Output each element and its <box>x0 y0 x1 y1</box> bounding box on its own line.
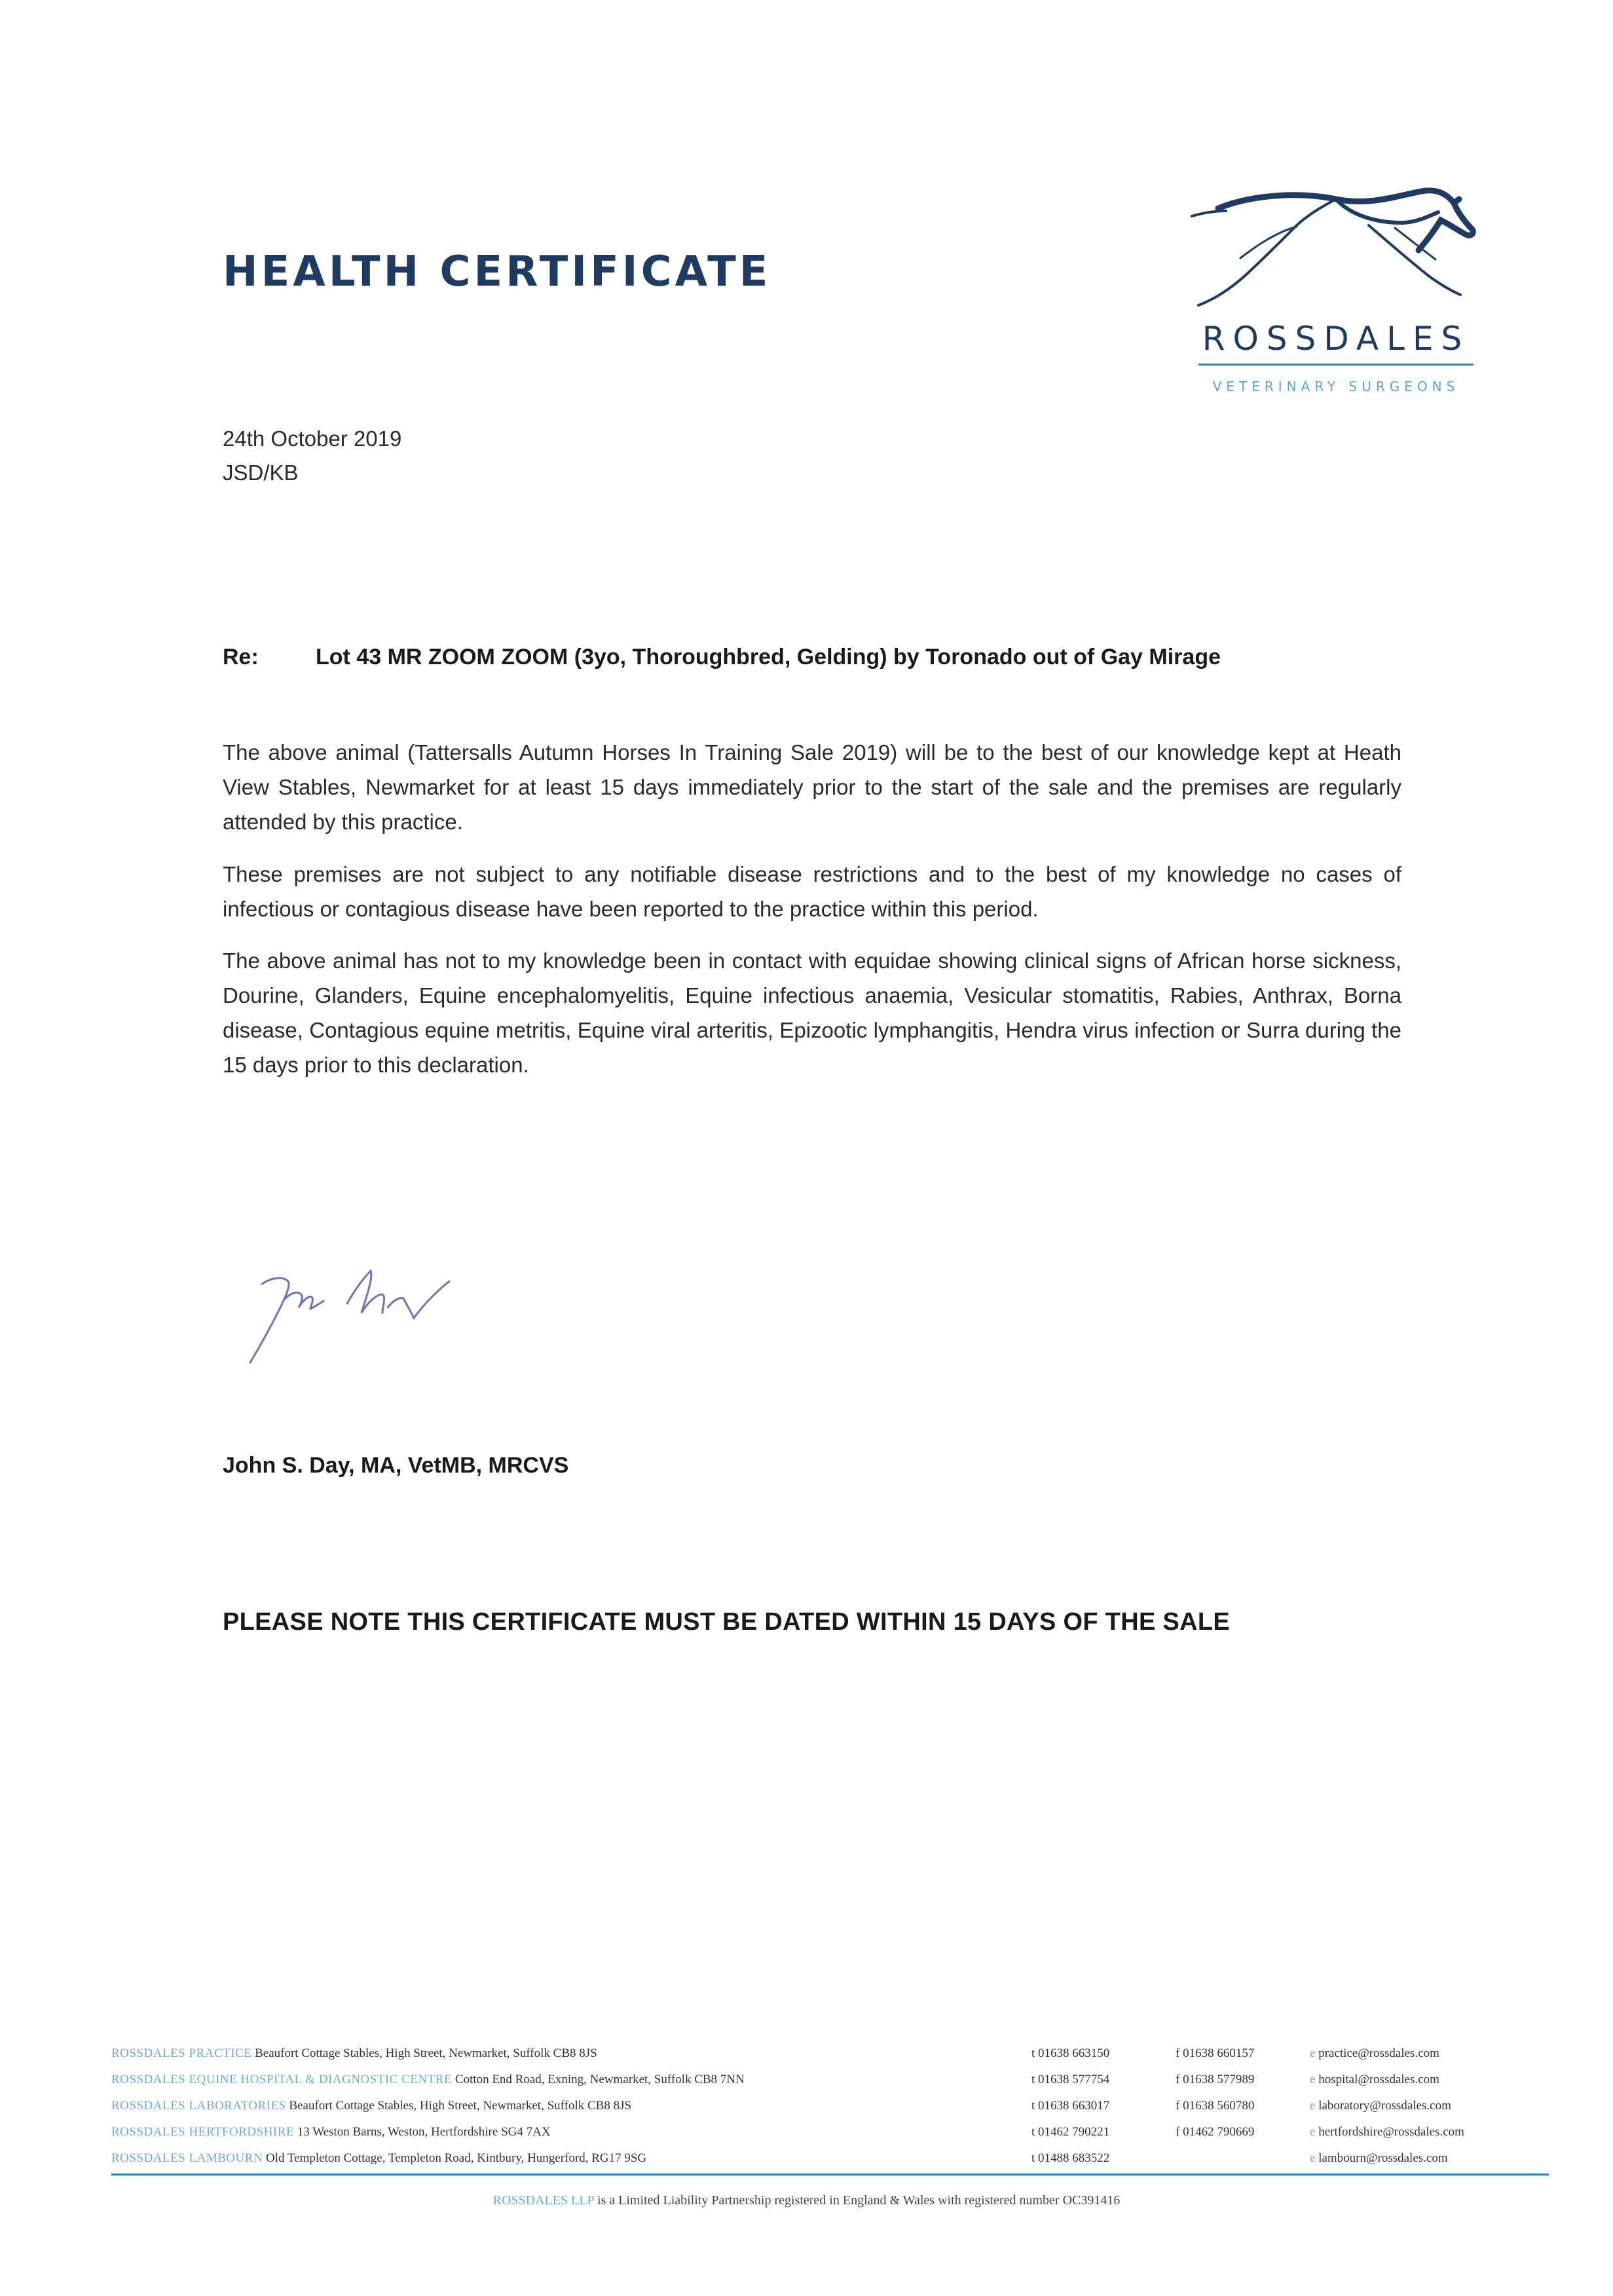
date-notice: PLEASE NOTE THIS CERTIFICATE MUST BE DATED WITHIN 15 DAYS OF THE SALE <box>223 1608 1230 1636</box>
letter-date: 24th October 2019 <box>223 426 402 451</box>
handwritten-signature <box>242 1258 478 1376</box>
footer-row-laboratories <box>111 2099 1451 2118</box>
office-tel: t 01638 663150 <box>1031 2046 1110 2060</box>
paragraph-premises: These premises are not subject to any notifiable disease restrictions and to the best of my knowledge no cases of infectious or contagious disease have been reported to the practice within this period. <box>223 862 1401 921</box>
office-name: ROSSDALES LAMBOURN <box>111 2151 263 2165</box>
office-address: Old Templeton Cottage, Templeton Road, Kintbury, Hungerford, RG17 9SG <box>265 2151 647 2165</box>
letter-reference: JSD/KB <box>223 461 299 485</box>
footer-divider <box>111 2174 1549 2175</box>
office-email[interactable] <box>1310 2125 1464 2139</box>
office-name: ROSSDALES HERTFORDSHIRE <box>111 2125 295 2139</box>
office-fax: f 01638 560780 <box>1176 2099 1255 2113</box>
brand-name: ROSSDALES <box>1202 320 1470 358</box>
email-address: laboratory@rossdales.com <box>1318 2099 1451 2113</box>
signer-name: John S. Day, MA, VetMB, MRCVS <box>223 1453 569 1478</box>
office-tel: t 01462 790221 <box>1031 2125 1110 2139</box>
office-address: 13 Weston Barns, Weston, Hertfordshire SG4 7AX <box>297 2125 551 2139</box>
paragraph-disease-contact: The above animal has not to my knowledge been in contact with equidae showing clinical signs of African horse sickness, Dourine, Glanders, Equine encephalomyelitis, Equine infectious anaemia, Vesicular stomatitis, Rabies, Anthrax, Borna disease, Contagious equine metritis, Equine viral arteritis, Epizootic lymphangitis, Hendra virus infection or Surra during the 15 days prior to this declaration. <box>223 949 1401 1077</box>
email-prefix: e <box>1310 2099 1316 2113</box>
subject-label: Re: <box>223 645 259 669</box>
email-prefix: e <box>1310 2125 1316 2139</box>
office-address: Cotton End Road, Exning, Newmarket, Suffolk CB8 7NN <box>454 2073 745 2086</box>
office-email[interactable] <box>1310 2151 1448 2166</box>
footer-row-lambourn <box>111 2151 1448 2171</box>
office-email[interactable] <box>1310 2073 1439 2087</box>
letter-meta <box>223 422 401 490</box>
horse-icon <box>1179 177 1493 314</box>
legal-notice <box>0 2193 1613 2208</box>
email-address: hertfordshire@rossdales.com <box>1318 2125 1464 2139</box>
legal-text: is a Limited Liability Partnership registered in England & Wales with registered number OC391416 <box>597 2193 1121 2208</box>
email-address: lambourn@rossdales.com <box>1318 2151 1448 2165</box>
office-name: ROSSDALES LABORATORIES <box>111 2099 286 2113</box>
legal-entity-name: ROSSDALES LLP <box>492 2193 594 2208</box>
email-address: hospital@rossdales.com <box>1318 2073 1439 2086</box>
office-address: Beaufort Cottage Stables, High Street, Newmarket, Suffolk CB8 8JS <box>255 2046 597 2060</box>
office-fax: f 01462 790669 <box>1176 2125 1255 2139</box>
brand-tagline: VETERINARY SURGEONS <box>1212 379 1460 394</box>
email-address: practice@rossdales.com <box>1318 2046 1439 2060</box>
email-prefix: e <box>1310 2046 1316 2060</box>
rossdales-logo <box>1179 177 1493 406</box>
office-name: ROSSDALES EQUINE HOSPITAL & DIAGNOSTIC CENTRE <box>111 2073 453 2086</box>
office-fax: f 01638 577989 <box>1176 2073 1255 2086</box>
brand-divider <box>1198 364 1474 366</box>
office-name: ROSSDALES PRACTICE <box>111 2046 252 2060</box>
subject-line: Lot 43 MR ZOOM ZOOM (3yo, Thoroughbred, Gelding) by Toronado out of Gay Mirage <box>316 645 1221 669</box>
office-fax: f 01638 660157 <box>1176 2046 1255 2060</box>
footer-row-hertfordshire <box>111 2125 1464 2145</box>
email-prefix: e <box>1310 2151 1316 2165</box>
page-title: HEALTH CERTIFICATE <box>223 248 771 296</box>
office-tel: t 01638 663017 <box>1031 2099 1110 2113</box>
office-email[interactable] <box>1310 2099 1451 2113</box>
paragraph-residence: The above animal (Tattersalls Autumn Horses In Training Sale 2019) will be to the best of our knowledge kept at Heath View Stables, Newmarket for at least 15 days immediately prior to the start of the sale and the premises are regularly attended by this practice. <box>223 740 1401 834</box>
footer-row-practice <box>111 2046 1439 2066</box>
footer-row-hospital <box>111 2073 1439 2092</box>
email-prefix: e <box>1310 2073 1316 2086</box>
office-tel: t 01488 683522 <box>1031 2151 1110 2165</box>
office-tel: t 01638 577754 <box>1031 2073 1110 2086</box>
office-address: Beaufort Cottage Stables, High Street, Newmarket, Suffolk CB8 8JS <box>289 2099 632 2113</box>
office-email[interactable] <box>1310 2046 1439 2061</box>
